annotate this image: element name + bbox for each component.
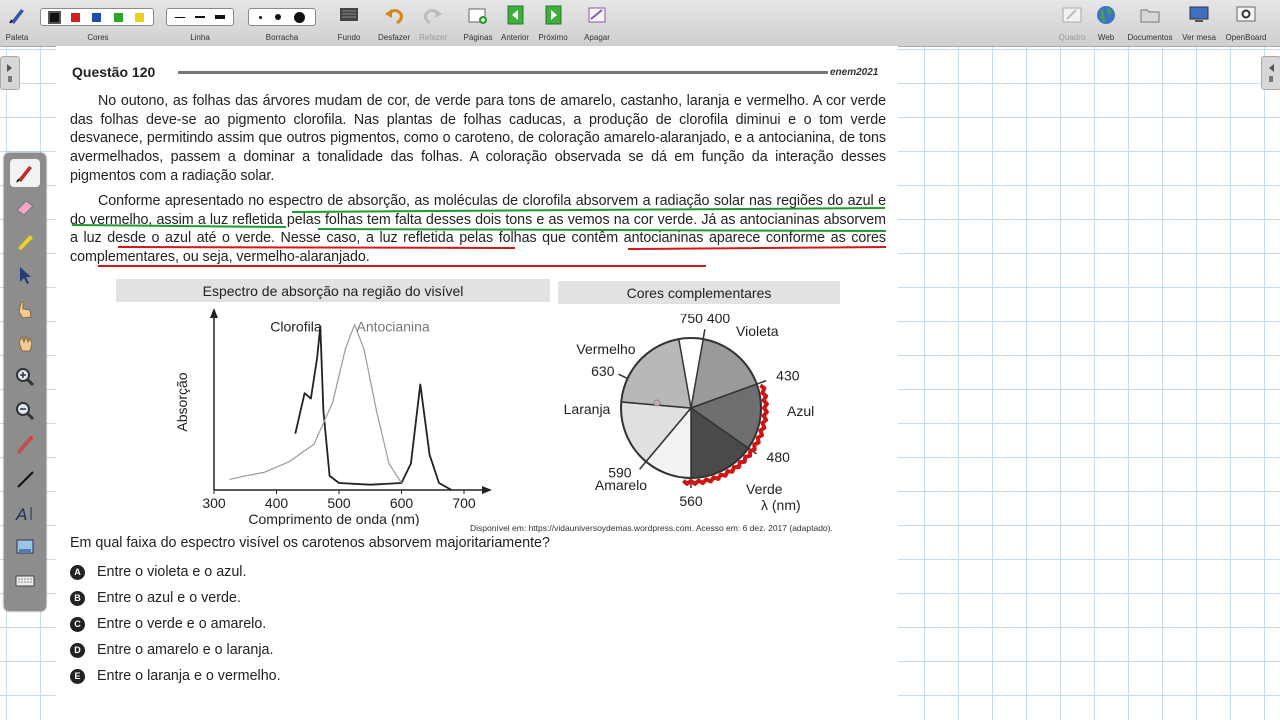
capture-icon bbox=[14, 536, 36, 558]
x-axis-arrow bbox=[482, 486, 492, 494]
zoom-out-tool[interactable] bbox=[10, 397, 40, 425]
svg-text:A: A bbox=[16, 505, 28, 524]
keyboard-icon bbox=[14, 570, 36, 592]
right-panel-toggle[interactable] bbox=[1261, 56, 1280, 90]
undo-icon bbox=[383, 5, 405, 25]
color-label-vermelho: Vermelho bbox=[576, 341, 636, 357]
eraser-tool[interactable] bbox=[10, 193, 40, 221]
chevron-left-icon bbox=[1262, 57, 1280, 89]
boundary-label: 560 bbox=[679, 493, 703, 509]
paginas-button[interactable]: Páginas bbox=[460, 0, 496, 46]
line-thin[interactable] bbox=[175, 17, 185, 18]
hand-point-icon bbox=[14, 298, 36, 320]
refazer-button[interactable]: Refazer bbox=[414, 0, 452, 46]
enem-logo: enem2021 bbox=[830, 67, 879, 78]
web-button[interactable]: Web bbox=[1090, 0, 1122, 46]
question-prompt: Em qual faixa do espectro visível os carotenos absorvem majoritariamente? bbox=[70, 535, 550, 551]
x-tick-label: 700 bbox=[452, 495, 476, 511]
tool-palette bbox=[4, 153, 46, 611]
quadro-button[interactable]: Quadro bbox=[1054, 0, 1090, 46]
desfazer-button[interactable]: Desfazer bbox=[374, 0, 414, 46]
series-label-clorofila: Clorofila bbox=[270, 318, 322, 335]
question-title: Questão 120 bbox=[72, 64, 156, 80]
zoom-in-icon bbox=[14, 366, 36, 388]
paleta-button[interactable]: Paleta bbox=[0, 0, 34, 46]
x-tick-label: 300 bbox=[202, 495, 226, 511]
next-page-icon bbox=[542, 5, 564, 25]
boundary-label: 590 bbox=[608, 464, 632, 481]
option-a[interactable]: A Entre o violeta e o azul. bbox=[70, 564, 246, 580]
capture-tool[interactable] bbox=[10, 533, 40, 561]
color-label-azul: Azul bbox=[787, 403, 815, 419]
laser-icon bbox=[14, 434, 36, 456]
pointer-icon bbox=[14, 264, 36, 286]
boundary-label: 430 bbox=[776, 367, 800, 384]
option-e[interactable]: E Entre o laranja e o vermelho. bbox=[70, 668, 281, 684]
zoom-out-icon bbox=[14, 400, 36, 422]
y-axis-arrow bbox=[210, 308, 218, 318]
globe-icon bbox=[1095, 5, 1117, 25]
line-tool[interactable] bbox=[10, 465, 40, 493]
line-thick[interactable] bbox=[215, 15, 225, 19]
borracha-group: Borracha bbox=[248, 0, 316, 46]
option-letter: B bbox=[70, 591, 85, 606]
pen-icon bbox=[14, 162, 36, 184]
color-black[interactable] bbox=[50, 13, 59, 22]
desktop-icon bbox=[1188, 5, 1210, 25]
eraser-icon bbox=[14, 196, 36, 218]
fundo-button[interactable]: Fundo bbox=[334, 0, 364, 46]
color-label-violeta: Violeta bbox=[736, 323, 779, 339]
option-letter: A bbox=[70, 565, 85, 580]
text-icon bbox=[14, 502, 36, 524]
y-axis-label: Absorção bbox=[174, 372, 190, 432]
ver-mesa-button[interactable]: Ver mesa bbox=[1178, 0, 1220, 46]
option-d[interactable]: D Entre o amarelo e o laranja. bbox=[70, 642, 273, 658]
color-swatches bbox=[40, 8, 154, 26]
paragraph-2: Conforme apresentado no espectro de absorção, as moléculas de clorofila absorvem a radiação solar nas regiões do azul e do vermelho, assim a luz refletida pelas folhas tem falta desses dois tons e as vemos na cor verde. Já as antocianinas absorvem a luz desde o azul até o verde. Nesse caso, a luz refletida pelas folhas que contêm antocianinas aparece conforme as cores complementares, ou seja, vermelho-alaranjado. bbox=[70, 193, 886, 266]
folder-icon bbox=[1139, 5, 1161, 25]
boundary-label: 630 bbox=[591, 363, 615, 380]
eraser-small[interactable] bbox=[259, 16, 262, 19]
palette-pen-icon bbox=[6, 5, 28, 25]
absorption-chart bbox=[164, 304, 504, 526]
zoom-in-tool[interactable] bbox=[10, 363, 40, 391]
complementary-colors-wheel bbox=[556, 314, 846, 520]
line-icon bbox=[14, 468, 36, 490]
cursor-dot bbox=[654, 400, 660, 406]
laser-tool[interactable] bbox=[10, 431, 40, 459]
keyboard-tool[interactable] bbox=[10, 567, 40, 595]
boundary-label: 750 400 bbox=[679, 314, 731, 327]
eraser-large[interactable] bbox=[294, 12, 305, 23]
wavelength-unit-label: λ (nm) bbox=[761, 497, 801, 513]
boundary-tick bbox=[618, 374, 627, 378]
linha-group: Linha bbox=[166, 0, 234, 46]
boundary-tick bbox=[640, 462, 646, 470]
series-label-antocianina: Antocianina bbox=[356, 318, 430, 335]
toolbar bbox=[0, 0, 1280, 47]
openboard-button[interactable]: OpenBoard bbox=[1222, 0, 1270, 46]
pen-tool[interactable] bbox=[10, 159, 40, 187]
boundary-tick bbox=[757, 381, 766, 384]
hand-pan-icon bbox=[14, 332, 36, 354]
board-icon bbox=[1061, 5, 1083, 25]
option-letter: D bbox=[70, 643, 85, 658]
x-tick-label: 600 bbox=[389, 495, 414, 511]
color-red[interactable] bbox=[71, 13, 80, 22]
line-medium[interactable] bbox=[195, 16, 205, 18]
redo-icon bbox=[422, 5, 444, 25]
settings-icon bbox=[1235, 5, 1257, 25]
absorption-chart-title: Espectro de absorção na região do visível bbox=[116, 279, 550, 302]
x-tick-label: 400 bbox=[264, 495, 289, 511]
chevron-right-icon bbox=[1, 57, 19, 89]
title-rule bbox=[178, 71, 828, 74]
color-label-laranja: Laranja bbox=[563, 401, 611, 417]
option-letter: C bbox=[70, 617, 85, 632]
option-b[interactable]: B Entre o azul e o verde. bbox=[70, 590, 241, 606]
color-green[interactable] bbox=[114, 13, 123, 22]
left-panel-toggle[interactable] bbox=[0, 56, 20, 90]
complementary-chart-title: Cores complementares bbox=[558, 281, 840, 304]
cores-group: Cores bbox=[40, 0, 156, 46]
color-label-verde: Verde bbox=[746, 481, 783, 497]
interact-tool[interactable] bbox=[10, 295, 40, 323]
clear-page-icon bbox=[586, 5, 608, 25]
x-tick-label: 500 bbox=[327, 495, 351, 511]
option-letter: E bbox=[70, 669, 85, 684]
series-line-antocianina bbox=[230, 325, 402, 483]
series-line-clorofila bbox=[295, 326, 451, 490]
anterior-button[interactable]: Anterior bbox=[496, 0, 534, 46]
eraser-medium[interactable] bbox=[275, 14, 281, 20]
pages-icon bbox=[467, 5, 489, 25]
highlighter-icon bbox=[14, 230, 36, 252]
eraser-size-options bbox=[248, 8, 316, 26]
boundary-label: 480 bbox=[766, 448, 790, 465]
selector-tool[interactable] bbox=[10, 261, 40, 289]
color-yellow[interactable] bbox=[135, 13, 144, 22]
color-blue[interactable] bbox=[92, 13, 101, 22]
option-c[interactable]: C Entre o verde e o amarelo. bbox=[70, 616, 266, 632]
source-citation: Disponível em: https://vidauniversoydemas.wordpress.com. Acesso em: 6 dez. 2017 (adaptado). bbox=[470, 523, 833, 533]
x-axis-label: Comprimento de onda (nm) bbox=[248, 511, 420, 526]
previous-page-icon bbox=[504, 5, 526, 25]
document-page bbox=[56, 46, 898, 720]
paragraph-1: No outono, as folhas das árvores mudam de cor, de verde para tons de amarelo, castanho, laranja e vermelho. A cor verde das folhas deve-se ao pigmento clorofila. Nas plantas de folhas caducas, a produção de clorofila diminui e o tom verde desvanece, permitindo assim que outros pigmentos, como o caroteno, de coloração amarelo-alaranjado, e a antocianina, de tons avermelhados, passem a dominar a tonalidade das folhas. A coloração observada se dá em função da interação desses pigmentos com a radiação solar. bbox=[70, 93, 886, 184]
highlighter-tool[interactable] bbox=[10, 227, 40, 255]
pan-tool[interactable] bbox=[10, 329, 40, 357]
line-width-options bbox=[166, 8, 234, 26]
color-label-amarelo: Amarelo bbox=[594, 477, 648, 493]
background-icon bbox=[338, 5, 360, 25]
proximo-button[interactable]: Próximo bbox=[534, 0, 572, 46]
documentos-button[interactable]: Documentos bbox=[1124, 0, 1176, 46]
apagar-button[interactable]: Apagar bbox=[578, 0, 616, 46]
text-tool[interactable] bbox=[10, 499, 40, 527]
boundary-tick bbox=[703, 329, 705, 339]
